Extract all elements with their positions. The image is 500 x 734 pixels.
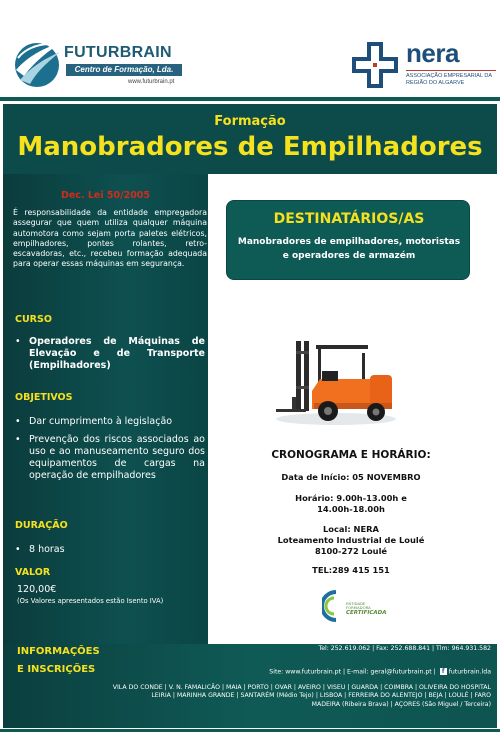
info-heading-2: E INSCRIÇÕES: [17, 664, 96, 675]
facebook-handle[interactable]: futurbrain.lda: [448, 668, 491, 676]
horario-line-2: 14.00h-18.00h: [317, 504, 385, 514]
title-band: [3, 104, 497, 174]
cities-line-2: LEIRIA | MARINHA GRANDE | SANTARÉM (Médio Tejo) | LISBOA | FERREIRA DO ALENTEJO | BEJA | LOULÉ | FARO: [151, 692, 491, 700]
destinatarios-text: Manobradores de empilhadores, motoristas e operadores de armazém: [237, 237, 461, 261]
cert-label-bottom: CERTIFICADA: [346, 610, 387, 616]
duracao-heading: DURAÇÃO: [15, 520, 68, 531]
cities-line-1: VILA DO CONDE | V. N. FAMALICÃO | MAIA | PORTO | OVAR | AVEIRO | VISEU | GUARDA | COIMBRA | OLIVEIRA DO HOSPITAL: [112, 684, 491, 691]
horario-line-1: Horário: 9.00h-13.00h e: [295, 493, 407, 503]
footer: [3, 636, 497, 728]
destinatarios-title: DESTINATÁRIOS/AS: [273, 211, 425, 227]
valor-value: 120,00€: [17, 584, 57, 595]
telephone: TEL:289 415 151: [312, 565, 390, 575]
globe-swoosh-icon: [10, 36, 64, 90]
valor-heading: VALOR: [15, 567, 51, 578]
futurbrain-name: FUTURBRAIN: [64, 44, 172, 61]
nera-name: nera: [406, 38, 459, 68]
futurbrain-url[interactable]: www.futurbrain.pt: [128, 79, 175, 85]
duracao-item-text: 8 horas: [29, 544, 65, 555]
local-line-2: Loteamento Industrial de Loulé: [277, 535, 425, 545]
bullet-icon: •: [15, 544, 21, 555]
left-column: [3, 174, 208, 644]
footer-address: Av. General Humberto Delgado, 103 – 2º Andar | Sala C | 4480-905 Vila do Conde: [238, 636, 491, 643]
facebook-icon[interactable]: f: [440, 668, 447, 675]
objetivo-item-text: Prevenção dos riscos associados ao uso e ao manuseamento seguro dos equipamentos de cargas na operação de empilhadores: [29, 434, 205, 481]
info-heading-1: INFORMAÇÕES: [17, 646, 100, 657]
certification-badge: [322, 590, 387, 624]
nera-subtitle: ASSOCIAÇÃO EMPRESARIAL DA REGIÃO DO ALGARVE: [406, 70, 496, 87]
top-divider: [0, 97, 500, 101]
cronograma-title: CRONOGRAMA E HORÁRIO:: [271, 449, 431, 461]
bullet-icon: •: [15, 434, 21, 445]
cities-line-3: MADEIRA (Ribeira Brava) | AÇORES (São Miguel / Terceira): [311, 700, 491, 708]
page-title: Manobradores de Empilhadores: [17, 132, 483, 162]
data-inicio: Data de Início: 05 NOVEMBRO: [281, 472, 421, 482]
curso-item-text: Operadores de Máquinas de Elevação e de Transporte (Empilhadores): [29, 336, 205, 371]
header: [0, 0, 500, 100]
futurbrain-subtitle: Centro de Formação, Lda.: [66, 64, 182, 76]
bullet-icon: •: [15, 336, 21, 347]
local-line-1: Local: NERA: [323, 524, 379, 534]
certified-entity-icon: [322, 590, 344, 622]
objetivos-heading: OBJETIVOS: [15, 392, 73, 403]
bullet-icon: •: [15, 416, 21, 427]
decree-label: Dec. Lei 50/2005: [60, 190, 151, 201]
footer-site-line: [191, 668, 491, 676]
intro-paragraph: É responsabilidade da entidade empregadora assegurar que quem utiliza qualquer máquina automotora como sejam porta paletes elétricos, empilhadores, pontes rolantes, retro-escavadoras, etc., recebeu formação adequada para operar essas máquinas em segurança.: [13, 208, 207, 269]
title-formacao: Formação: [214, 114, 286, 129]
destinatarios-box: [226, 200, 470, 280]
footer-site-text[interactable]: Site: www.futurbrain.pt | E-mail: geral@futurbrain.pt |: [269, 668, 436, 676]
footer-cities: [51, 684, 491, 709]
valor-note: (Os Valores apresentados estão Isento IVA): [17, 597, 164, 605]
futurbrain-logo: [10, 30, 185, 92]
nera-logo: [350, 40, 495, 92]
objetivo-item-text: Dar cumprimento à legislação: [29, 416, 173, 427]
forklift-image: [262, 331, 410, 429]
curso-heading: CURSO: [15, 314, 52, 325]
cert-label-top: ENTIDADE FORMADORA: [346, 601, 371, 610]
bottom-divider: [0, 729, 500, 732]
nera-cross-icon: [350, 40, 400, 90]
local-line-3: 8100-272 Loulé: [314, 546, 388, 556]
footer-phones: Tel: 252.619.062 | Fax: 252.688.841 | Tlm: 964.931.582: [318, 645, 491, 652]
